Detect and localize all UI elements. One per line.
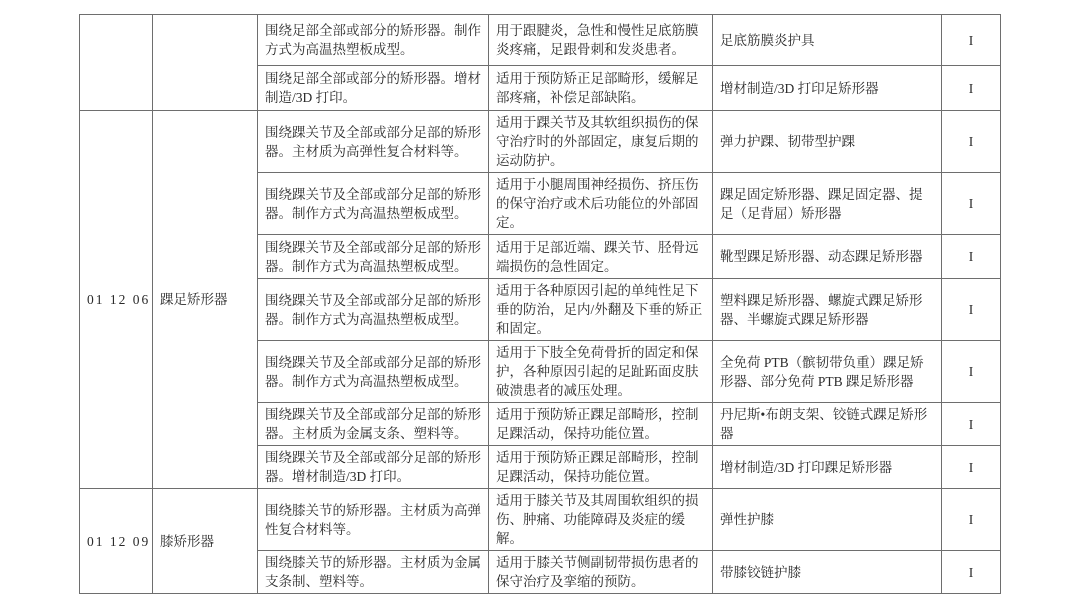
description-cell: 围绕踝关节及全部或部分足部的矫形器。制作方式为高温热塑板成型。 [258, 235, 489, 279]
description-cell: 围绕足部全部或部分的矫形器。制作方式为高温热塑板成型。 [258, 15, 489, 66]
category-name-cell [153, 15, 258, 111]
code-cell: 01 12 09 [80, 489, 153, 594]
application-cell: 适用于预防矫正踝足部畸形，控制足踝活动，保持功能位置。 [489, 446, 713, 489]
description-cell: 围绕踝关节及全部或部分足部的矫形器。制作方式为高温热塑板成型。 [258, 279, 489, 341]
product-cell: 弹性护膝 [713, 489, 942, 551]
product-cell: 足底筋膜炎护具 [713, 15, 942, 66]
application-cell: 适用于膝关节及其周围软组织的损伤、肿痛、功能障碍及炎症的缓解。 [489, 489, 713, 551]
orthosis-catalog-table [79, 14, 1001, 594]
table-row [80, 15, 1001, 66]
level-cell: I [942, 235, 1001, 279]
application-cell: 适用于预防矫正足部畸形，缓解足部疼痛，补偿足部缺陷。 [489, 66, 713, 111]
application-cell: 用于跟腱炎，急性和慢性足底筋膜炎疼痛，足跟骨刺和发炎患者。 [489, 15, 713, 66]
application-cell: 适用于下肢全免荷骨折的固定和保护，各种原因引起的足趾跖面皮肤破溃患者的减压处理。 [489, 341, 713, 403]
product-cell: 靴型踝足矫形器、动态踝足矫形器 [713, 235, 942, 279]
code-cell: 01 12 06 [80, 111, 153, 489]
description-cell: 围绕踝关节及全部或部分足部的矫形器。主材质为高弹性复合材料等。 [258, 111, 489, 173]
level-cell: I [942, 111, 1001, 173]
code-cell [80, 15, 153, 111]
level-cell: I [942, 341, 1001, 403]
application-cell: 适用于膝关节侧副韧带损伤患者的保守治疗及挛缩的预防。 [489, 551, 713, 594]
level-cell: I [942, 403, 1001, 446]
level-cell: I [942, 173, 1001, 235]
level-cell: I [942, 279, 1001, 341]
level-cell: I [942, 551, 1001, 594]
description-cell: 围绕踝关节及全部或部分足部的矫形器。增材制造/3D 打印。 [258, 446, 489, 489]
product-cell: 塑料踝足矫形器、螺旋式踝足矫形器、半螺旋式踝足矫形器 [713, 279, 942, 341]
product-cell: 踝足固定矫形器、踝足固定器、提足（足背屈）矫形器 [713, 173, 942, 235]
level-cell: I [942, 446, 1001, 489]
application-cell: 适用于足部近端、踝关节、胫骨远端损伤的急性固定。 [489, 235, 713, 279]
product-cell: 增材制造/3D 打印足矫形器 [713, 66, 942, 111]
application-cell: 适用于小腿周围神经损伤、挤压伤的保守治疗或术后功能位的外部固定。 [489, 173, 713, 235]
description-cell: 围绕踝关节及全部或部分足部的矫形器。制作方式为高温热塑板成型。 [258, 173, 489, 235]
description-cell: 围绕膝关节的矫形器。主材质为金属支条制、塑料等。 [258, 551, 489, 594]
product-cell: 增材制造/3D 打印踝足矫形器 [713, 446, 942, 489]
application-cell: 适用于各种原因引起的单纯性足下垂的防治，足内/外翻及下垂的矫正和固定。 [489, 279, 713, 341]
table-row [80, 489, 1001, 551]
description-cell: 围绕足部全部或部分的矫形器。增材制造/3D 打印。 [258, 66, 489, 111]
application-cell: 适用于预防矫正踝足部畸形，控制足踝活动，保持功能位置。 [489, 403, 713, 446]
product-cell: 带膝铰链护膝 [713, 551, 942, 594]
description-cell: 围绕踝关节及全部或部分足部的矫形器。制作方式为高温热塑板成型。 [258, 341, 489, 403]
product-cell: 全免荷 PTB（髌韧带负重）踝足矫形器、部分免荷 PTB 踝足矫形器 [713, 341, 942, 403]
level-cell: I [942, 66, 1001, 111]
level-cell: I [942, 489, 1001, 551]
category-name-cell: 踝足矫形器 [153, 111, 258, 489]
description-cell: 围绕踝关节及全部或部分足部的矫形器。主材质为金属支条、塑料等。 [258, 403, 489, 446]
product-cell: 丹尼斯•布朗支架、铰链式踝足矫形器 [713, 403, 942, 446]
application-cell: 适用于踝关节及其软组织损伤的保守治疗时的外部固定，康复后期的运动防护。 [489, 111, 713, 173]
description-cell: 围绕膝关节的矫形器。主材质为高弹性复合材料等。 [258, 489, 489, 551]
category-name-cell: 膝矫形器 [153, 489, 258, 594]
table-row [80, 111, 1001, 173]
product-cell: 弹力护踝、韧带型护踝 [713, 111, 942, 173]
level-cell: I [942, 15, 1001, 66]
